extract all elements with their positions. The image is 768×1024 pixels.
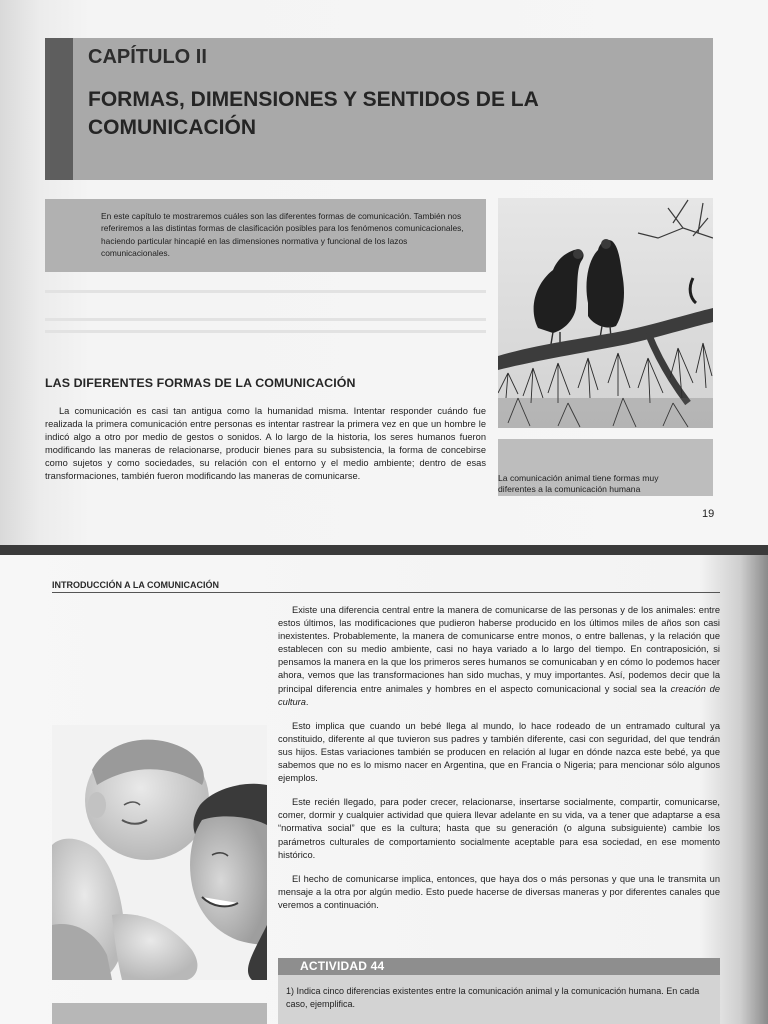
vultures-photo-caption-box bbox=[498, 439, 713, 496]
mother-baby-photo bbox=[52, 725, 267, 980]
activity-header bbox=[278, 958, 720, 975]
activity-title: ACTIVIDAD 44 bbox=[300, 959, 385, 973]
vultures-illustration bbox=[498, 198, 713, 428]
vultures-photo bbox=[498, 198, 713, 428]
chapter-intro-text: En este capítulo te mostraremos cuáles son las diferentes formas de comunicación. También nos referiremos a las distintas formas de clasificación posibles para los fenómenos comunicacionales, haciendo particular hincapié en las dimensiones normativa y funcional de los lazos comunicacionales. bbox=[101, 211, 464, 259]
show-through-line bbox=[45, 318, 486, 321]
chapter-intro-box bbox=[45, 199, 486, 272]
book-page-20 bbox=[0, 555, 768, 1024]
show-through-line bbox=[45, 290, 486, 293]
section-heading: LAS DIFERENTES FORMAS DE LA COMUNICACIÓN bbox=[45, 376, 356, 390]
paragraph: Esto implica que cuando un bebé llega al mundo, lo hace rodeado de un entramado cultural ya constituido, diferente al que tuvieron sus padres y también diferente, casi con seguridad, del que tendrán sus hijos. Estas variaciones también se producen en relación al lugar en dónde nazca este bebé, ya que sabemos que no es lo mismo nacer en Argentina, que en Francia o Nigeria; para mencionar sólo algunos ejemplos. bbox=[278, 720, 720, 784]
paragraph: Este recién llegado, para poder crecer, relacionarse, insertarse socialmente, compartir, comunicarse, comer, dormir y cualquier actividad que quiera llevar adelante en su vida, va a tener que adaptarse a esa “normativa social” que es la cultura; hasta que su generación (o alguna subsiguiente) cambie los parámetros culturales de comportamiento socialmente aceptable para esa sociedad, en ese momento histórico. bbox=[278, 797, 720, 860]
activity-instruction: 1) Indica cinco diferencias existentes entre la comunicación animal y la comunicación humana. En cada caso, ejemplifica. bbox=[286, 986, 700, 1009]
page-number: 19 bbox=[702, 508, 715, 520]
running-head-rule bbox=[52, 592, 720, 593]
running-head: INTRODUCCIÓN A LA COMUNICACIÓN bbox=[52, 580, 219, 590]
photo-caption: La comunicación animal tiene formas muy diferentes a la comunicación humana bbox=[498, 473, 659, 494]
photo-caption-strip bbox=[52, 1003, 267, 1024]
emphasis: creación de cultura bbox=[278, 683, 720, 707]
page-gap bbox=[0, 545, 768, 555]
paragraph: El hecho de comunicarse implica, entonces, que haya dos o más personas y que una le transmita un mensaje a la otra por algún medio. Esto puede hacerse de diversas maneras y por diferentes canales que veremos a continuación. bbox=[278, 873, 720, 910]
activity-box bbox=[278, 958, 720, 1024]
mother-baby-illustration bbox=[52, 725, 267, 980]
chapter-header-box bbox=[45, 38, 713, 180]
chapter-label: CAPÍTULO II bbox=[88, 46, 207, 68]
main-text-column bbox=[278, 604, 720, 923]
show-through-line bbox=[45, 330, 486, 333]
chapter-title: FORMAS, DIMENSIONES Y SENTIDOS DE LA COMUNICACIÓN bbox=[88, 88, 539, 139]
section-body bbox=[45, 405, 486, 483]
chapter-side-bar bbox=[45, 38, 73, 180]
paragraph: La comunicación es casi tan antigua como la humanidad misma. Intentar responder cuándo fue realizada la primera comunicación entre personas es intentar rastrear la primera vez en que un hombre le indicó algo a otro por medio de gestos o sonidos. A lo largo de la historia, los seres humanos fueron modificando las maneras de relacionarse, producir bienes para su subsistencia, la forma de concebirse como sujetos y como sociedades, su relación con el entorno y el medio ambiente; dentro de esas transformaciones, también fueron modificando las maneras de comunicarse. bbox=[45, 406, 486, 481]
paragraph: Existe una diferencia central entre la manera de comunicarse de las personas y de los animales: entre estos últimos, las modificaciones que pudieron haberse producido en los últimos miles de años son casi inexistentes. Probablemente, la manera de comunicarse entre monos, o entre ballenas, y la relación que establecen con su medio ambiente, casi no haya variado a lo largo del tiempo. En contraposición, si pensamos la manera en la que los primeros seres humanos se comunicaban y en cómo lo podemos hacer ahora, vemos que las transformaciones han sido muchas, y muy importantes. Así, podemos decir que la principal diferencia entre animales y hombres en el aspecto comunicacional y social sea la creación de cultura. bbox=[278, 605, 720, 707]
